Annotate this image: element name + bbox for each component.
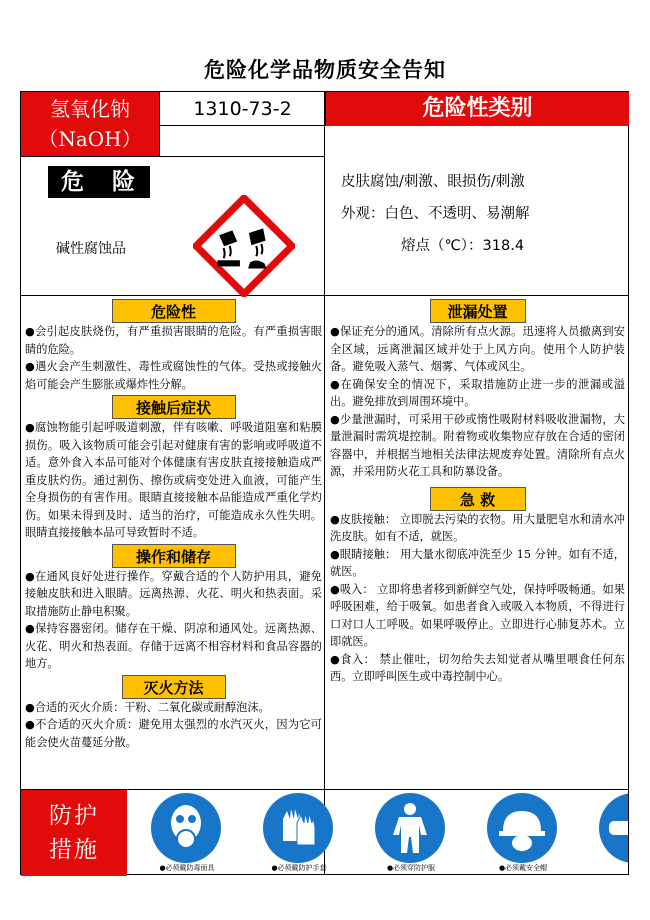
ppe-caption: ● 必须穿防护服 bbox=[355, 863, 467, 873]
section-heading: 接触后症状 bbox=[112, 395, 236, 419]
ppe-strip bbox=[21, 789, 628, 875]
ppe-label-line: 防护 bbox=[49, 803, 99, 829]
section-heading: 灭火方法 bbox=[122, 675, 226, 699]
ppe-item bbox=[355, 793, 467, 875]
class-label: 碱性腐蚀品 bbox=[56, 241, 126, 257]
blank-cell bbox=[159, 126, 325, 156]
gas-mask-icon bbox=[151, 793, 221, 863]
section-heading: 泄漏处置 bbox=[430, 299, 526, 323]
gloves-icon bbox=[263, 793, 333, 863]
section-text: ●食入： 禁止催吐，切勿给失去知觉者从嘴里喂食任何东西。立即呼叫医生或中毒控制中心。 bbox=[330, 652, 625, 683]
protective-suit-icon bbox=[375, 793, 445, 863]
section-text: ●少量泄漏时，可采用干砂或惰性吸附材料吸收泄漏物，大量泄漏时需筑堤控制。附着物或收集物应存放在合适的密闭容器中，并根据当地相关法律法规废弃处置。清除所有点火源，并采用防火花工具和防暴设备。 bbox=[330, 412, 625, 478]
section-text: ●在确保安全的情况下，采取措施防止进一步的泄漏或溢出。避免排放到周围环境中。 bbox=[330, 377, 625, 408]
ppe-caption: ● 必须戴安全帽 bbox=[467, 863, 579, 873]
section-text: ●遇火会产生刺激性、毒性或腐蚀性的气体。受热或接触火焰可能会产生膨胀或爆炸性分解。 bbox=[25, 360, 322, 391]
ppe-label bbox=[21, 790, 127, 876]
ppe-item bbox=[467, 793, 579, 875]
corrosion-pictogram-icon bbox=[193, 195, 295, 297]
ppe-label-line: 措施 bbox=[49, 837, 99, 863]
section-heading: 急 救 bbox=[430, 487, 526, 511]
cas-number: 1310-73-2 bbox=[159, 92, 325, 126]
ppe-caption: ● 必须戴防护手套 bbox=[243, 863, 355, 873]
section-text: ●合适的灭火介质：干粉、二氧化碳或耐醇泡沫。 bbox=[25, 700, 270, 714]
hazard-line: 熔点（℃）：318.4 bbox=[401, 238, 525, 254]
hazard-category-heading: 危险性类别 bbox=[325, 92, 629, 126]
section-text: ●保证充分的通风。清除所有点火源。迅速将人员撤离到安全区域，远离泄漏区域并处于上风方向。使用个人防护装备。避免吸入蒸气、烟雾、气体或风尘。 bbox=[330, 325, 625, 373]
section-text: ●在通风良好处进行操作。穿戴合适的个人防护用具，避免接触皮肤和进入眼睛。远离热源、火花、明火和热表面。采取措施防止静电积聚。 bbox=[25, 569, 322, 618]
section-text: ●吸入： 立即将患者移到新鲜空气处，保持呼吸畅通。如果呼吸困难，给于吸氧。如患者食入或吸入本物质，不得进行口对口人工呼吸。如果呼吸停止。立即进行心肺复苏术。立即就医。 bbox=[330, 582, 625, 648]
goggles-icon bbox=[599, 793, 628, 863]
right-column bbox=[330, 296, 625, 686]
hazard-category-lines bbox=[341, 166, 621, 262]
page-title: 危险化学品物质安全告知 bbox=[204, 58, 446, 82]
section-heading: 操作和储存 bbox=[112, 544, 236, 568]
ppe-item bbox=[579, 793, 628, 875]
left-column bbox=[25, 296, 322, 751]
hazard-line: 外观：白色、不透明、易潮解 bbox=[341, 206, 530, 222]
divider bbox=[21, 156, 325, 157]
ppe-item bbox=[131, 793, 243, 875]
hard-hat-icon bbox=[487, 793, 557, 863]
chemical-formula: （NaOH） bbox=[38, 127, 142, 151]
signal-word-badge: 危 险 bbox=[48, 166, 150, 198]
section-text: ●腐蚀物能引起呼吸道刺激，伴有咳嗽、呼吸道阻塞和粘膜损伤。吸入该物质可能会引起对健康有害的影响或呼吸道不适。意外食入本品可能对个体健康有害皮肤直接接触造成严重皮肤灼伤。通过割伤、擦伤或病变处进入血液，可能产生全身损伤的有害作用。眼睛直接接触本品能造成严重化学灼伤。如果未得到及时、适当的治疗，可能造成永久性失明。眼睛直接接触本品可导致暂时不适。 bbox=[25, 421, 322, 539]
section-heading: 危险性 bbox=[112, 299, 236, 323]
section-text: ●会引起皮肤烧伤，有严重损害眼睛的危险。有严重损害眼睛的危险。 bbox=[25, 325, 322, 356]
section-text: ●不合适的灭火介质：避免用太强烈的水汽灭火，因为它可能会使火苗蔓延分散。 bbox=[25, 718, 322, 749]
divider bbox=[324, 92, 325, 875]
hazard-line: 皮肤腐蚀/刺激、眼损伤/刺激 bbox=[341, 174, 525, 190]
safety-sheet bbox=[20, 91, 629, 875]
ppe-caption: ● 必须戴防毒面具 bbox=[131, 863, 243, 873]
section-text: ●皮肤接触： 立即脱去污染的衣物。用大量肥皂水和清水冲洗皮肤。如有不适，就医。 bbox=[330, 512, 625, 543]
chemical-name-cell bbox=[21, 92, 159, 156]
section-text: ●眼睛接触： 用大量水彻底冲洗至少 15 分钟。如有不适，就医。 bbox=[330, 547, 625, 578]
chemical-name: 氢氧化钠 bbox=[50, 97, 130, 121]
ppe-item bbox=[243, 793, 355, 875]
section-text: ●保持容器密闭。储存在干燥、阴凉和通风处。远离热源、火花、明火和热表面。存储于远离不相容材料和食品容器的地方。 bbox=[25, 622, 322, 670]
